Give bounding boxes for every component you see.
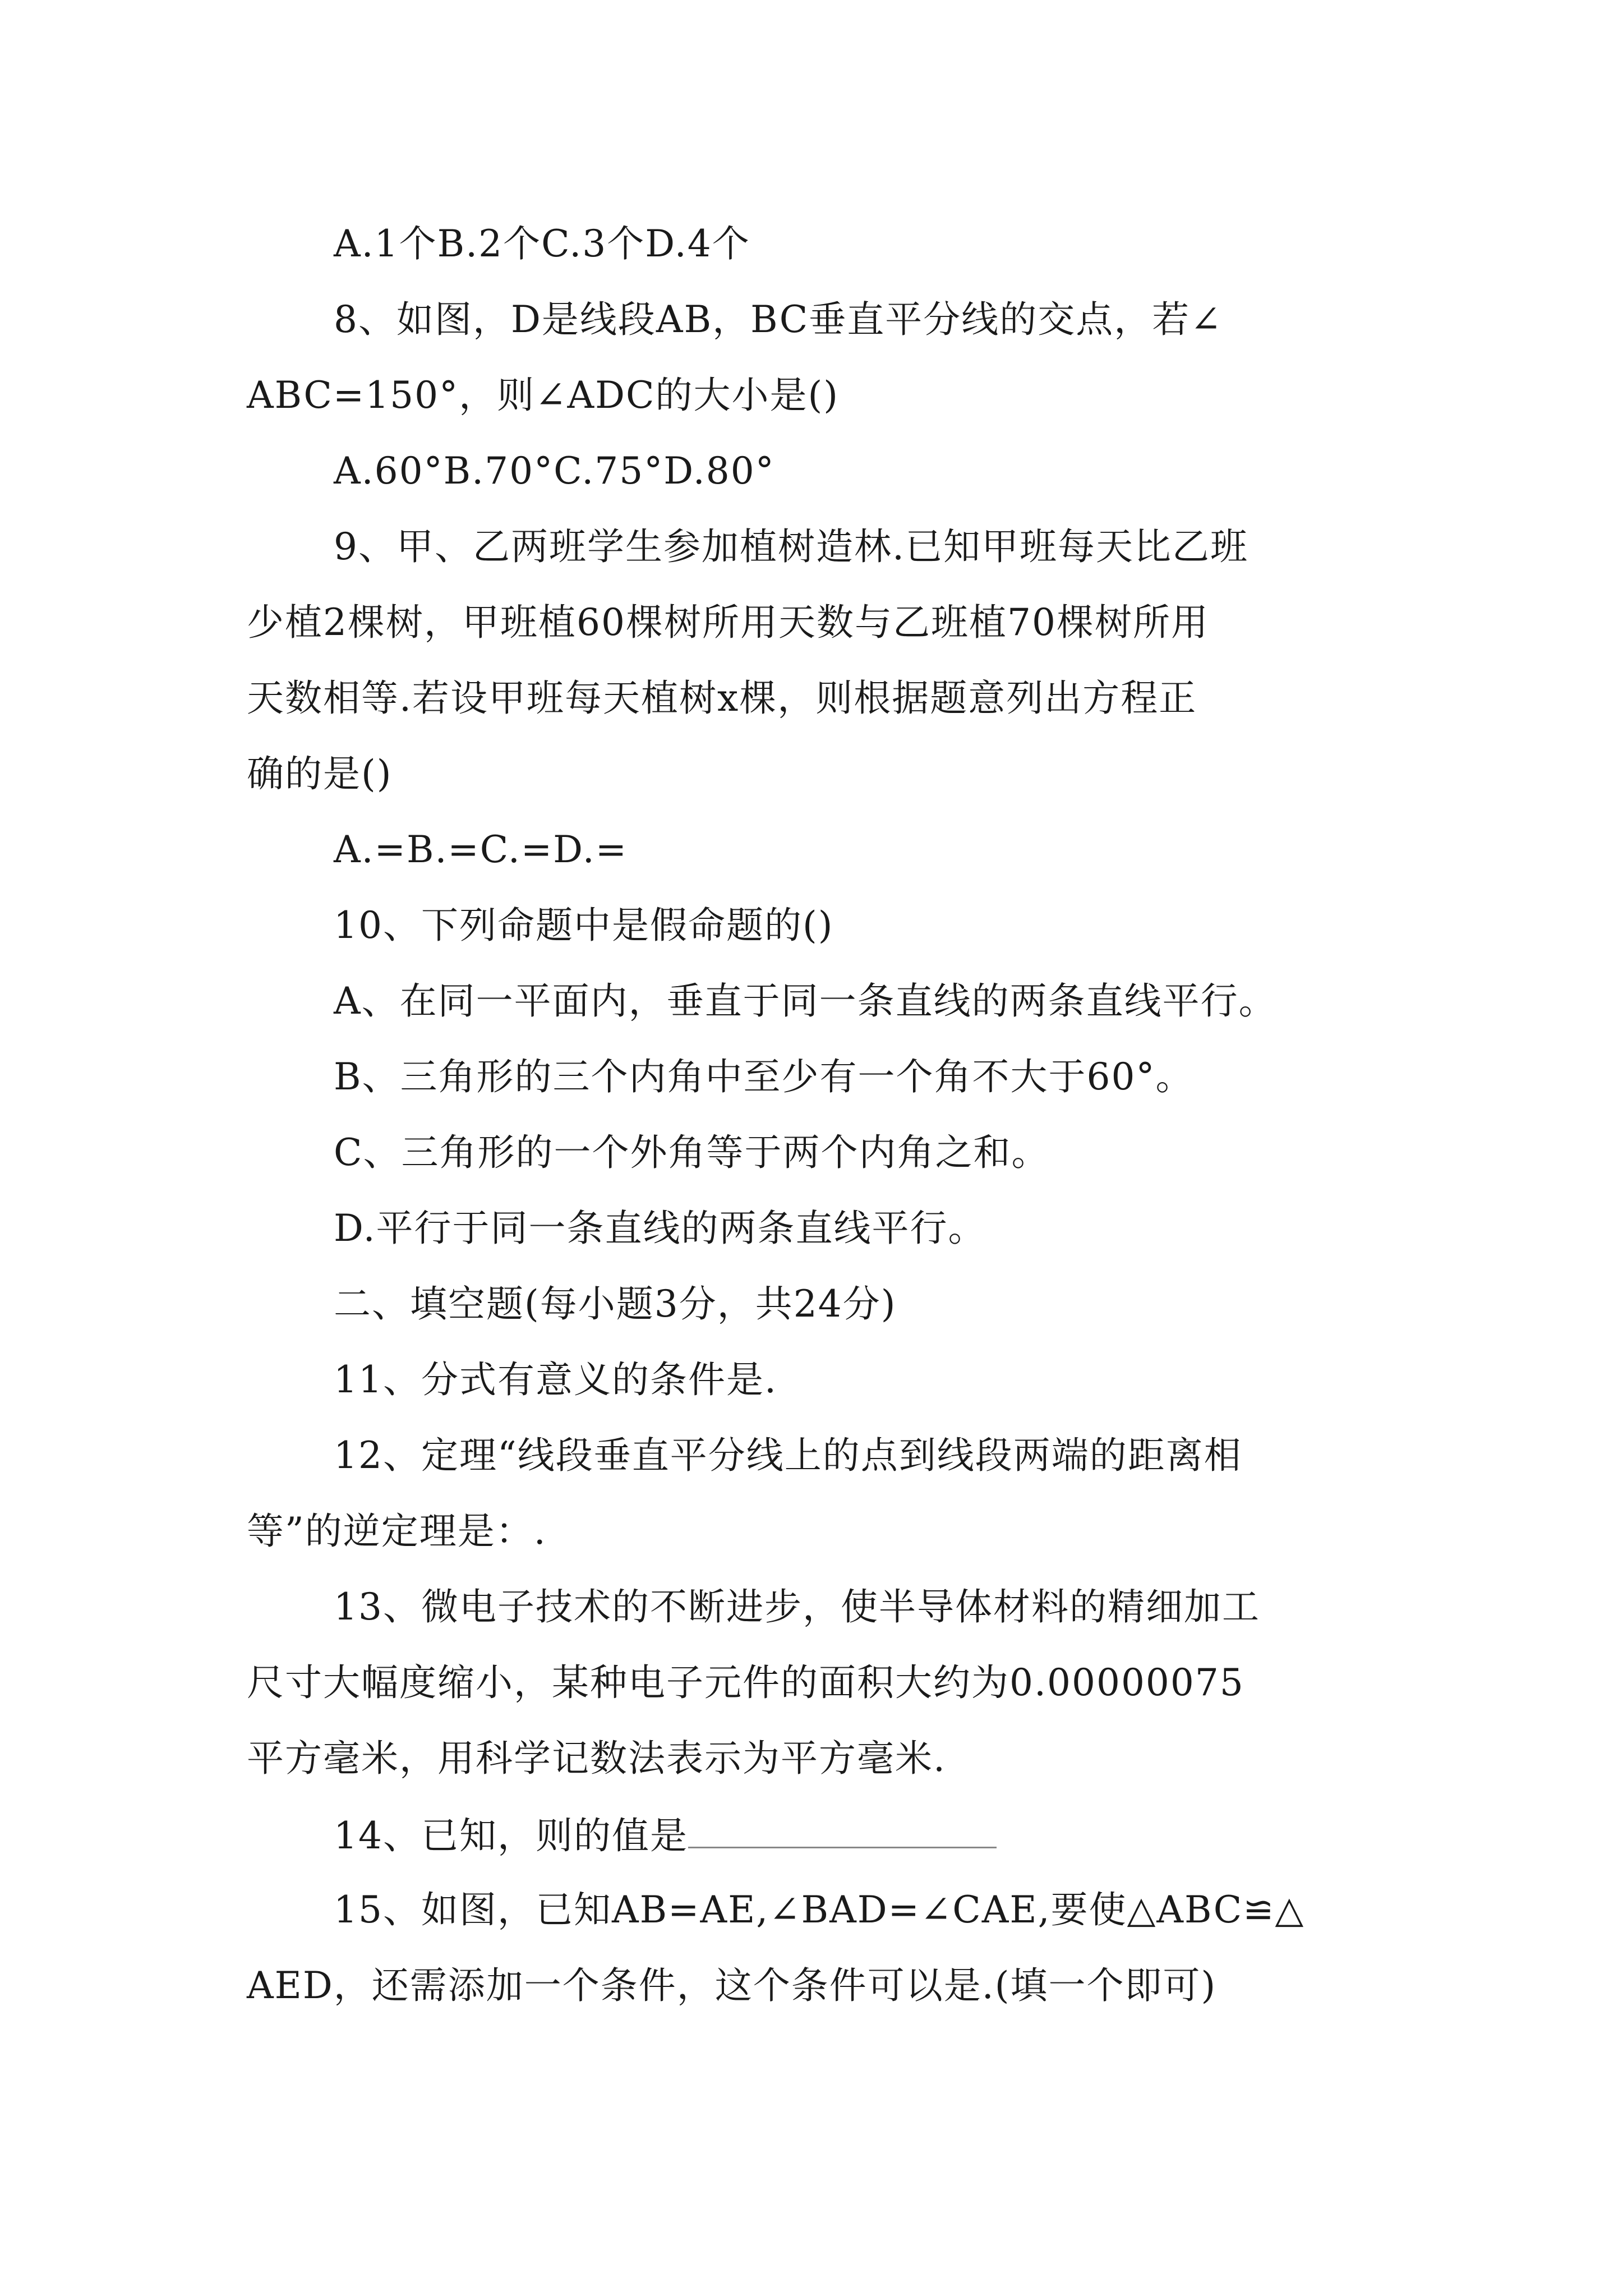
- q8-stem-line-2: ABC=150°，则∠ADC的大小是(): [247, 374, 840, 417]
- q9-stem-line-3: 天数相等.若设甲班每天植树x棵，则根据题意列出方程正: [247, 677, 1197, 720]
- q8-stem-line-1: 8、如图，D是线段AB，BC垂直平分线的交点，若∠: [334, 298, 1223, 341]
- q10-option-b: B、三角形的三个内角中至少有一个角不大于60°。: [334, 1055, 1194, 1098]
- q10-option-a: A、在同一平面内，垂直于同一条直线的两条直线平行。: [334, 979, 1277, 1023]
- q14-stem: 14、已知，则的值是: [334, 1814, 688, 1857]
- q9-stem-line-1: 9、甲、乙两班学生参加植树造林.已知甲班每天比乙班: [334, 525, 1248, 568]
- q12-stem-line-1: 12、定理“线段垂直平分线上的点到线段两端的距离相: [334, 1434, 1242, 1477]
- q11-stem: 11、分式有意义的条件是.: [334, 1358, 777, 1401]
- q15-stem-line-1: 15、如图，已知AB=AE,∠BAD=∠CAE,要使△ABC≌△: [334, 1888, 1305, 1931]
- q9-stem-line-4: 确的是(): [247, 752, 393, 795]
- q9-stem-line-2: 少植2棵树，甲班植60棵树所用天数与乙班植70棵树所用: [247, 601, 1209, 644]
- q13-stem-line-3: 平方毫米，用科学记数法表示为平方毫米.: [247, 1737, 946, 1780]
- q10-option-d: D.平行于同一条直线的两条直线平行。: [334, 1207, 986, 1250]
- q10-stem: 10、下列命题中是假命题的(): [334, 904, 834, 947]
- q7-options: A.1个B.2个C.3个D.4个: [334, 222, 750, 265]
- q10-option-c: C、三角形的一个外角等于两个内角之和。: [334, 1131, 1050, 1174]
- q15-stem-line-2: AED，还需添加一个条件，这个条件可以是.(填一个即可): [247, 1964, 1217, 2007]
- section-heading-fill-in: 二、填空题(每小题3分，共24分): [334, 1282, 897, 1326]
- q13-stem-line-1: 13、微电子技术的不断进步，使半导体材料的精细加工: [334, 1585, 1260, 1628]
- q12-stem-line-2: 等”的逆定理是：.: [247, 1510, 547, 1553]
- q8-options: A.60°B.70°C.75°D.80°: [334, 449, 775, 493]
- q14-line: [334, 1812, 1483, 1858]
- q9-options: A.=B.=C.=D.=: [334, 828, 628, 871]
- answer-blank: [688, 1812, 997, 1848]
- q13-stem-line-2: 尺寸大幅度缩小，某种电子元件的面积大约为0.00000075: [247, 1661, 1244, 1704]
